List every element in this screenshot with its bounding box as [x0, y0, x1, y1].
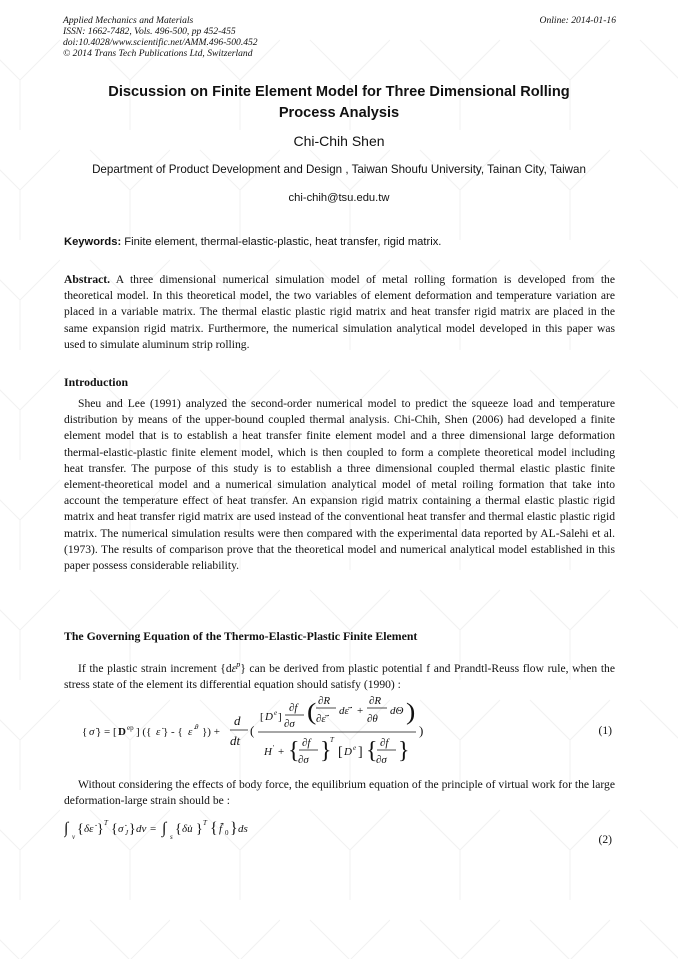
- watermark-stroke: [0, 370, 60, 460]
- svg-text:∫: ∫: [162, 820, 167, 837]
- introduction-heading: Introduction: [64, 375, 129, 389]
- svg-text:H: H: [264, 746, 272, 758]
- journal-header: [63, 15, 258, 59]
- svg-text:f̄̇: f̄̇: [219, 823, 223, 835]
- watermark-stroke: [0, 810, 60, 900]
- watermark-stroke: [310, 920, 390, 959]
- equation-1-number: (1): [598, 724, 612, 737]
- svg-text:dt: dt: [230, 733, 241, 748]
- svg-text:σ̇: σ̇: [118, 823, 124, 835]
- watermark-stroke: [0, 700, 60, 790]
- svg-text:∂f: ∂f: [289, 702, 298, 714]
- svg-text:ds: ds: [238, 823, 248, 835]
- watermark-stroke: [0, 590, 60, 680]
- svg-text:} - {: } - {: [163, 726, 183, 738]
- svg-text:dε̄̇: dε̄̇: [339, 705, 349, 717]
- svg-text:{: {: [288, 738, 300, 764]
- svg-text:dv: dv: [136, 823, 147, 835]
- equation-1-graphic: [64, 690, 615, 768]
- svg-text:ε̇: ε̇: [156, 726, 161, 738]
- svg-text:}: }: [196, 822, 203, 837]
- svg-text:{: {: [77, 822, 84, 837]
- svg-text:d: d: [234, 713, 241, 728]
- watermark-stroke: [640, 260, 678, 350]
- online-date: Online: 2014-01-16: [539, 15, 616, 26]
- watermark-stroke: [640, 370, 678, 460]
- author-name: Chi-Chih Shen: [293, 133, 385, 149]
- equation-2: [64, 815, 615, 845]
- equation-1: [64, 690, 615, 768]
- svg-text:ep: ep: [127, 724, 134, 732]
- introduction-text: Sheu and Lee (1991) analyzed the second-order numerical model to predict the squeeze load and temperature distribution by means of the upper-bound coupled thermal analysis. Chi-Chih, Shen (2006) had developed a finite element model that is to establish a heat transfer finite element model and a three dimensional large deformation thermal-elastic-plastic finite element model, which is then coupled to form a complete theoretical model including heat transfer. The purpose of this study is to establish a three dimensional coupled thermal elastic plastic finite element-theoretical model and a numerical simulation analytical model of metal roiling formation that take into account the temperature effect of heat transfer. An expansion rigid matrix containing a thermal elastic plastic rigid matrix and heat transfer rigid matrix are used instead of the conventional heat transfer and thermal elastic plastic rigid matrix. The numerical simulation results were then compared with the experimental data reported by AL-Salehi et al. (1973). The results of comparison prove that the theoretical model and numerical analytical model established in this paper possess considerable reliability.: [64, 397, 615, 573]
- watermark-stroke: [640, 810, 678, 900]
- watermark-stroke: [640, 920, 678, 959]
- svg-text:{: {: [111, 822, 118, 837]
- svg-text:∂f: ∂f: [302, 737, 311, 749]
- equation-2-number: (2): [598, 833, 612, 846]
- svg-text:∂σ: ∂σ: [376, 754, 387, 766]
- watermark-stroke: [90, 920, 170, 959]
- svg-text:e: e: [274, 709, 278, 717]
- keywords-text: Finite element, thermal-elastic-plastic, heat transfer, rigid matrix.: [121, 236, 442, 248]
- governing-heading: The Governing Equation of the Thermo-Elastic-Plastic Finite Element: [64, 629, 418, 643]
- paper-title: [40, 82, 638, 124]
- governing-paragraph-1: If the plastic strain increment $\{d\varepsilon^p\}$ can be derived from plastic potential f and Prandtl-Reuss flow rule, when the stress state of the element its differential equation should satisfy (1990) :: [64, 660, 615, 692]
- copyright-line: © 2014 Trans Tech Publications Ltd, Switzerland: [63, 48, 253, 59]
- svg-text:D: D: [118, 726, 126, 738]
- watermark-stroke: [640, 40, 678, 130]
- svg-text:∂σ: ∂σ: [298, 754, 309, 766]
- svg-text:} = [: } = [: [96, 726, 117, 738]
- watermark-stroke: [0, 480, 60, 570]
- svg-text:): ): [419, 723, 424, 738]
- title-line-2: Process Analysis: [278, 105, 400, 121]
- svg-text:{: {: [175, 822, 182, 837]
- watermark-stroke: [640, 480, 678, 570]
- svg-text:s: s: [170, 833, 173, 841]
- watermark-stroke: [0, 260, 60, 350]
- abstract: [64, 272, 615, 353]
- abstract-text: A three dimensional numerical simulation model of metal rolling formation is developed from the theoretical model. In this theoretical model, the two variables of element deformation and temperature variation are placed in a variable matrix. The thermal elastic plastic rigid matrix and heat transfer rigid matrix are placed in the same expansion rigid matrix. Furthermore, the numerical simulation analytical model developed in this paper was used to simulate aluminum strip rolling.: [64, 273, 615, 351]
- svg-text:∂ε̄̇: ∂ε̄̇: [316, 713, 326, 725]
- journal-name: Applied Mechanics and Materials: [63, 15, 194, 26]
- svg-text:ε̇: ε̇: [188, 726, 193, 738]
- svg-text:∂θ: ∂θ: [367, 713, 378, 725]
- watermark-stroke: [420, 920, 500, 959]
- equation-2-graphic: [64, 815, 324, 845]
- svg-text:∂f: ∂f: [380, 737, 389, 749]
- keywords: [64, 236, 616, 248]
- svg-text:}: }: [398, 738, 410, 764]
- svg-text:J: J: [125, 829, 129, 837]
- svg-text:+: +: [278, 746, 285, 758]
- svg-text:dΘ: dΘ: [390, 705, 404, 717]
- watermark-stroke: [0, 920, 60, 959]
- svg-text:[: [: [260, 711, 264, 723]
- svg-text:T: T: [203, 819, 207, 827]
- svg-text:{: {: [82, 726, 88, 738]
- affiliation: Department of Product Development and Design , Taiwan Shoufu University, Tainan City, Taiwan: [92, 163, 586, 176]
- svg-text:∂R: ∂R: [318, 695, 331, 707]
- svg-text:{: {: [210, 820, 218, 837]
- svg-text:]: ]: [358, 745, 363, 760]
- svg-text:}: }: [97, 822, 104, 837]
- watermark-stroke: [530, 920, 610, 959]
- svg-text:D: D: [344, 746, 352, 758]
- svg-text:D: D: [265, 711, 273, 723]
- svg-text:v: v: [72, 833, 76, 841]
- svg-text:0: 0: [225, 829, 229, 837]
- svg-text:] ({: ] ({: [136, 726, 152, 738]
- svg-text:∂σ: ∂σ: [284, 718, 295, 730]
- abstract-label: Abstract.: [64, 273, 111, 286]
- svg-text:e: e: [353, 744, 357, 752]
- svg-text:=: =: [150, 823, 157, 835]
- svg-text:{: {: [366, 738, 378, 764]
- svg-text:T: T: [104, 819, 108, 827]
- svg-text:): ): [406, 698, 416, 726]
- watermark-stroke: [200, 920, 280, 959]
- watermark-stroke: [640, 700, 678, 790]
- svg-text:∂R: ∂R: [369, 695, 382, 707]
- svg-text:σ̇: σ̇: [89, 726, 95, 738]
- svg-text:}: }: [230, 820, 238, 837]
- svg-text:(: (: [250, 723, 255, 738]
- svg-text:]: ]: [278, 711, 282, 723]
- svg-text:θ: θ: [195, 723, 199, 731]
- governing-paragraph-2: Without considering the effects of body force, the equilibrium equation of the principle of virtual work for the large deformation-large strain should be :: [64, 778, 615, 808]
- svg-text:}: }: [320, 738, 332, 764]
- svg-text:δu̇: δu̇: [182, 823, 193, 835]
- svg-text:[: [: [338, 745, 343, 760]
- svg-text:T: T: [330, 736, 334, 744]
- svg-text:∫: ∫: [64, 820, 69, 837]
- keywords-label: Keywords:: [64, 236, 122, 248]
- svg-text:+: +: [357, 705, 364, 717]
- svg-text:': ': [273, 744, 275, 752]
- svg-text:}: }: [129, 822, 136, 837]
- svg-text:}) +: }) +: [202, 726, 220, 738]
- doi-line: doi:10.4028/www.scientific.net/AMM.496-500.452: [63, 37, 258, 48]
- author-email: chi-chih@tsu.edu.tw: [288, 192, 390, 204]
- title-line-1: Discussion on Finite Element Model for Three Dimensional Rolling: [108, 84, 570, 100]
- svg-text:δε̇: δε̇: [84, 823, 94, 835]
- issn-line: ISSN: 1662-7482, Vols. 496-500, pp 452-455: [63, 26, 236, 37]
- watermark-stroke: [640, 590, 678, 680]
- svg-text:(: (: [307, 698, 317, 726]
